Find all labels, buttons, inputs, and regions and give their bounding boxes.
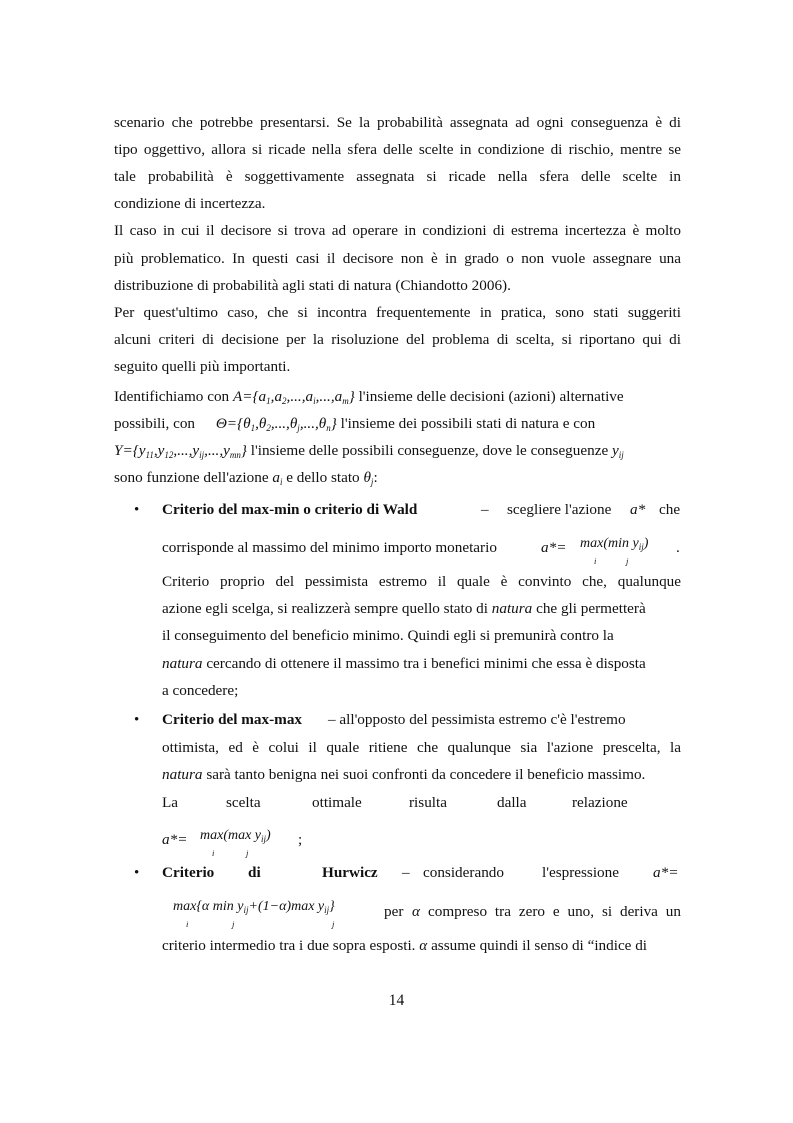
wald-body-line: Criterio proprio del pessimista estremo il quale è convinto che, qualunque bbox=[162, 573, 681, 590]
maxmax-line: natura sarà tanto benigna nei suoi confronti da concedere il beneficio massimo. bbox=[162, 766, 646, 783]
text-span: a*= bbox=[541, 539, 567, 556]
document-page: scenario che potrebbe presentarsi. Se la probabilità assegnata ad ogni conseguenza è di tipo oggettivo, allora si ricade nella sfera delle scelte in condizione di rischio, mentre se tale probabilità è soggettivamente assegnata si ricade nella sfera delle scelte in condizione di incertezza. Il caso in cui il decisore si trova ad operare in condizioni di estrema incertezza è molto più problematico. In questi casi il decisore non è in grado o non vuole assegnare una distribuzione di probabilità agli stati di natura (Chiandotto 2006). Per quest'ultimo caso, che si incontra frequentemente in pratica, sono stati suggeriti alcuni criteri di decisione per la risoluzione del problema di scelta, si riportano qui di seguito quelli più importanti. Identifichiamo con $A=\{a_1,a_2,...,a_i,...,a_m\}$ l'insieme delle decisioni (azioni) alternative possibili, con $\Theta=\{\theta_1,\theta_2,...,\theta_j,...,\theta_n\}$ l'insieme dei possibili stati di natura e con $Y=\{y_{11},y_{12},...,y_{ij},...,y_{mn}\}$ l'insieme delle possibili conseguenze, dove le conseguenze $y_{ij}$ sono funzione dell'azione $a_i$ e dello stato $\theta_j$: • Criterio del max-min o criterio di Wald – scegliere l'azione a* che corrisponde al massimo del minimo importo monetario a*= max(min $y_{ij}$) i j . Criterio proprio del pessimista estremo il quale è convinto che, qualunque azione egli scelga, si realizzerà sempre quello stato di natura che gli permetterà il conseguimento del beneficio minimo. Quindi egli si premunirà contro la natura cercando di ottenere il massimo tra i benefici minimi che essa è disposta a concedere; • Criterio del max-max – all'opposto del pessimista estremo c'è l'estremo ottimista, ed è colui il quale ritiene che qualunque sia l'azione prescelta, la natura sarà tanto benigna nei suoi confronti da concedere il beneficio massimo. La scelta ottimale risulta dalla relazione a*= max(max $y_{ij}$) i j ; • Criterio di Hurwicz – considerando l'espressione a*= max{α $\min y_{ij}+(1-\alpha)\max$ $y_{ij}$} i j j per α compreso tra zero e uno, si deriva un criterio intermedio tra i due sopra esposti. α assume quindi il senso di “indice di 14 bbox=[0, 0, 793, 1123]
paragraph-line: Il caso in cui il decisore si trova ad operare in condizioni di estrema incertezza è molto bbox=[114, 222, 681, 239]
text-span: che bbox=[659, 501, 681, 518]
bullet-icon: • bbox=[134, 502, 140, 518]
bullet-icon: • bbox=[134, 865, 140, 881]
paragraph-line: possibili, con $\Theta=\{\theta_1,\theta_2,...,\theta_j,...,\theta_n\}$ l'insieme dei possibili stati di natura e con bbox=[114, 415, 596, 433]
wald-body-line: natura cercando di ottenere il massimo tra i benefici minimi che essa è disposta bbox=[162, 655, 646, 672]
page-number: 14 bbox=[388, 992, 405, 1009]
paragraph-line: scenario che potrebbe presentarsi. Se la probabilità assegnata ad ogni conseguenza è di bbox=[114, 114, 681, 131]
hurwicz-formula: max{α $\min y_{ij}+(1-\alpha)\max$ $y_{ij}$} i j j bbox=[173, 899, 335, 929]
wald-line-1 bbox=[162, 500, 681, 520]
text-span: l'insieme delle possibili conseguenze, dove le conseguenze bbox=[246, 442, 612, 459]
paragraph-line: tipo oggettivo, allora si ricade nella sfera delle scelte in condizione di rischio, mentre se bbox=[114, 141, 681, 158]
text-span: : bbox=[373, 469, 378, 486]
wald-title: Criterio del max-min o criterio di Wald bbox=[162, 501, 418, 518]
text-span: – all'opposto del pessimista estremo c'è l'estremo bbox=[328, 711, 626, 728]
text-span: corrisponde al massimo del minimo importo monetario bbox=[162, 539, 497, 556]
paragraph-line: più problematico. In questi casi il decisore non è in grado o non vuole assegnare una bbox=[114, 250, 681, 267]
maxmax-line-1 bbox=[162, 710, 681, 730]
text-span: l'insieme dei possibili stati di natura e con bbox=[336, 415, 596, 432]
paragraph-line: sono funzione dell'azione $a_i$ e dello stato $\theta_j$: bbox=[114, 469, 378, 487]
text-span: l'insieme delle decisioni (azioni) alternative bbox=[354, 388, 624, 405]
wald-formula: max(min $y_{ij}$) i j bbox=[580, 536, 649, 566]
text-span: sono funzione dell'azione bbox=[114, 469, 273, 486]
wald-body-line: a concedere; bbox=[162, 682, 239, 699]
text-span: e dello stato bbox=[282, 469, 364, 486]
wald-line-2 bbox=[162, 536, 681, 566]
text-span: a* bbox=[630, 501, 646, 518]
paragraph-line: condizione di incertezza. bbox=[114, 195, 266, 212]
hurwicz-line-3: criterio intermedio tra i due sopra esposti. α assume quindi il senso di “indice di bbox=[162, 937, 648, 954]
text-span: a*= bbox=[162, 831, 188, 848]
paragraph-line: distribuzione di probabilità agli stati di natura (Chiandotto 2006). bbox=[114, 277, 511, 294]
maxmax-line: ottimista, ed è colui il quale ritiene che qualunque sia l'azione prescelta, la bbox=[162, 739, 681, 756]
paragraph-line: seguito quelli più importanti. bbox=[114, 358, 291, 375]
bullet-icon: • bbox=[134, 712, 140, 728]
text-span: Identifichiamo con bbox=[114, 388, 233, 405]
maxmax-title: Criterio del max-max bbox=[162, 711, 303, 728]
text-span: scegliere l'azione bbox=[507, 501, 612, 518]
hurwicz-title: Criterio bbox=[162, 864, 215, 881]
text-span: . bbox=[676, 539, 680, 556]
paragraph-line: alcuni criteri di decisione per la risoluzione del problema di scelta, si riportano qui di bbox=[114, 331, 681, 348]
text-span: – bbox=[481, 501, 489, 518]
paragraph-line: Per quest'ultimo caso, che si incontra frequentemente in pratica, sono stati suggeriti bbox=[114, 304, 681, 321]
paragraph-line: $Y=\{y_{11},y_{12},...,y_{ij},...,y_{mn}\}$ l'insieme delle possibili conseguenze, dove le conseguenze $y_{ij}$ bbox=[114, 442, 624, 460]
maxmax-formula-line: a*= max(max $y_{ij}$) i j ; bbox=[162, 828, 303, 858]
text-span: possibili, con bbox=[114, 415, 199, 432]
paragraph-line: tale probabilità è soggettivamente assegnata si ricade nella sfera delle scelte in bbox=[114, 168, 681, 185]
wald-body-line: azione egli scelga, si realizzerà sempre quello stato di natura che gli permetterà bbox=[162, 600, 646, 617]
wald-body-line: il conseguimento del beneficio minimo. Quindi egli si premunirà contro la bbox=[162, 627, 614, 644]
maxmax-formula: max(max $y_{ij}$) i j bbox=[200, 828, 271, 858]
paragraph-line: Identifichiamo con $A=\{a_1,a_2,...,a_i,...,a_m\}$ l'insieme delle decisioni (azioni) alternative bbox=[114, 388, 624, 406]
